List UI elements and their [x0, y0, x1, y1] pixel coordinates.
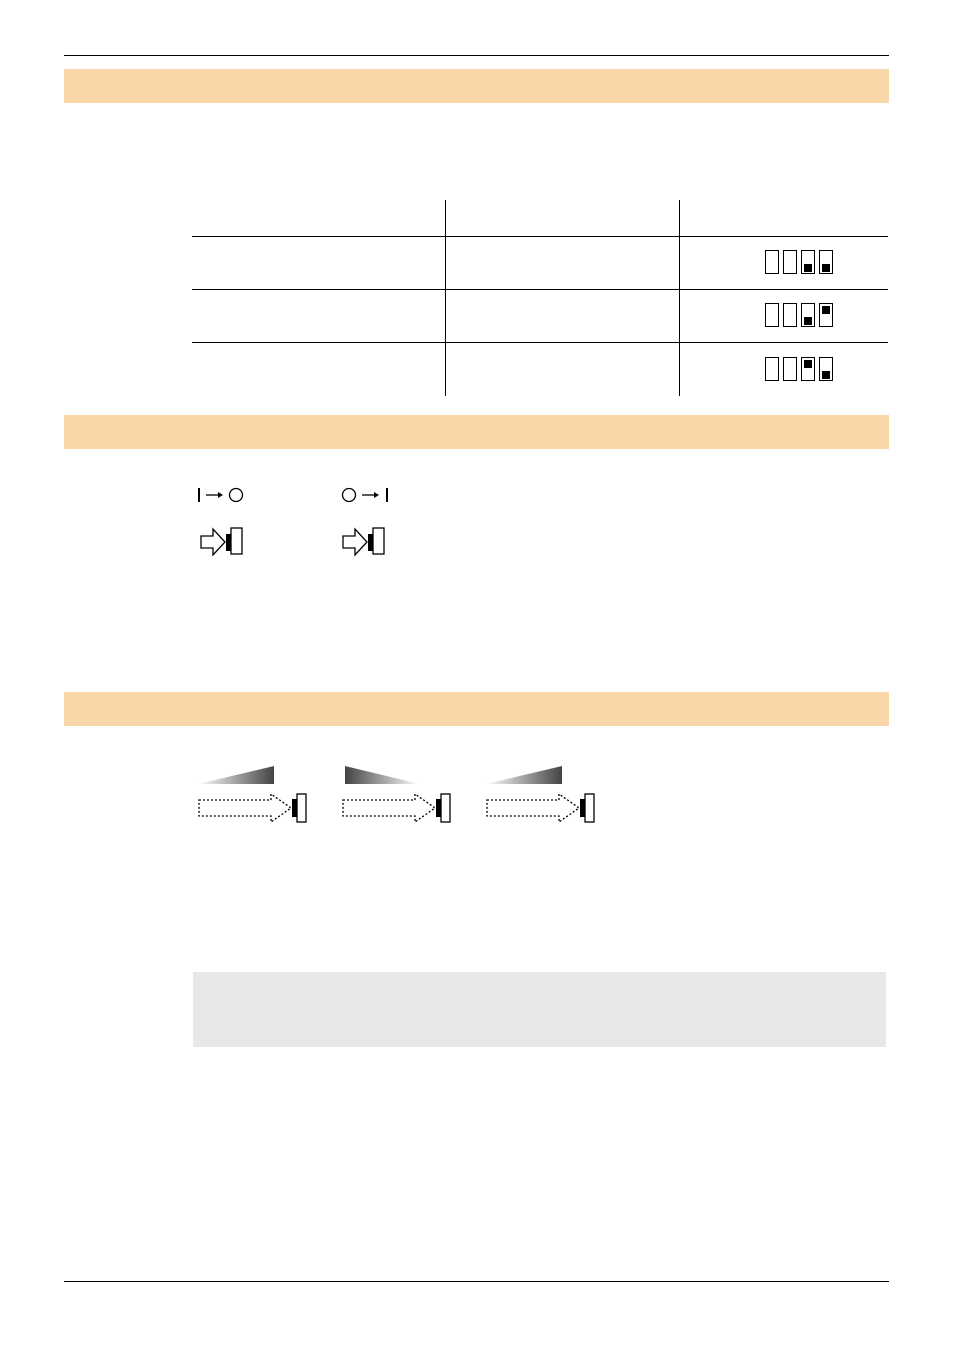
dip-switch-3 — [801, 250, 815, 274]
dip-switch-4 — [819, 357, 833, 381]
dip-switch-2 — [783, 250, 797, 274]
dip-switch-3 — [801, 357, 815, 381]
header-rule — [64, 55, 889, 56]
section-band-2 — [64, 415, 889, 449]
dip-switch-1 — [765, 250, 779, 274]
dip-switch-2 — [783, 303, 797, 327]
table-col-divider-2 — [679, 200, 680, 396]
dip-switch-1 — [765, 303, 779, 327]
dip-switch-3 — [801, 303, 815, 327]
note-box — [193, 972, 886, 1047]
table-row-divider — [192, 289, 888, 290]
dip-switch-1 — [765, 357, 779, 381]
dip-switch-table — [192, 200, 888, 396]
long-press-ramp-up-icon-2 — [484, 764, 598, 826]
dip-switch-icon — [765, 250, 837, 276]
long-press-ramp-up-icon — [196, 764, 310, 826]
off-to-on-press-icon — [338, 484, 394, 560]
table-row-divider — [192, 236, 888, 237]
dip-switch-4 — [819, 303, 833, 327]
long-press-ramp-down-icon — [340, 764, 454, 826]
section-band-3 — [64, 692, 889, 726]
table-row-divider — [192, 342, 888, 343]
footer-rule — [64, 1281, 889, 1282]
dip-switch-icon — [765, 357, 837, 383]
dip-switch-2 — [783, 357, 797, 381]
dip-switch-icon — [765, 303, 837, 329]
dip-switch-4 — [819, 250, 833, 274]
section-band-1 — [64, 69, 889, 103]
table-col-divider-1 — [445, 200, 446, 396]
on-to-off-press-icon — [196, 484, 252, 560]
